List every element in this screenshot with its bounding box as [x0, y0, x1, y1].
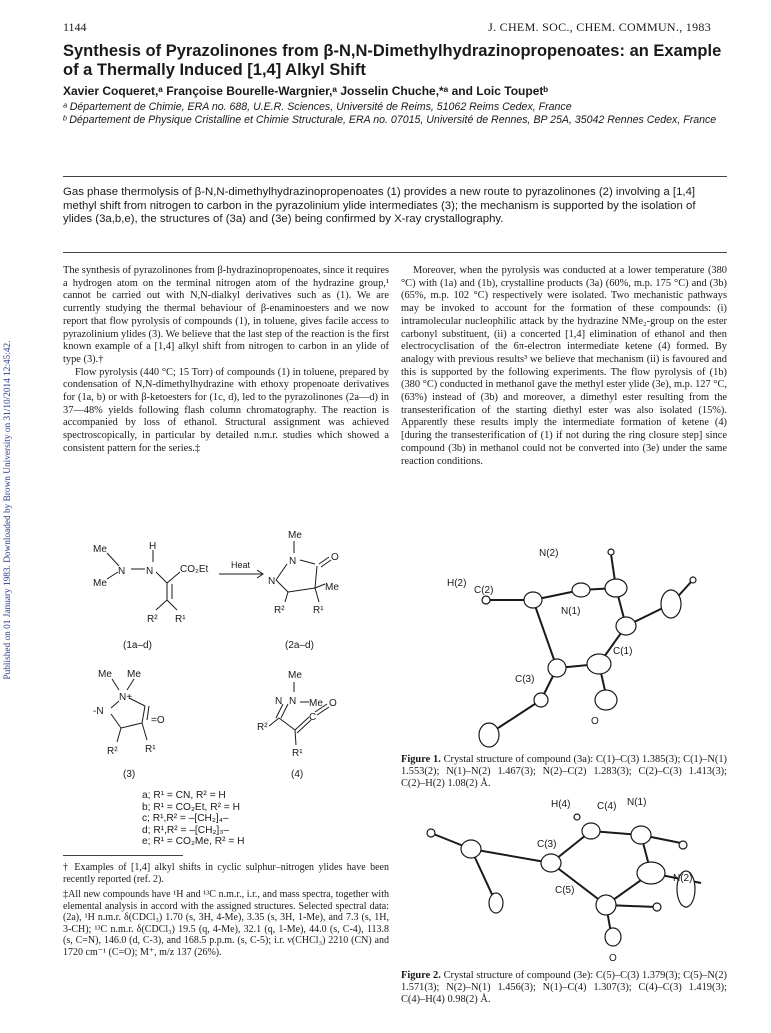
journal-header: J. CHEM. SOC., CHEM. COMMUN., 1983	[488, 20, 711, 34]
atom-label: N(2)	[673, 873, 693, 884]
atom-label: C(1)	[613, 646, 633, 657]
authors: Xavier Coqueret,ᵃ Françoise Bourelle-Wargnier,ᵃ Josselin Chuche,*ᵃ and Loic Toupetᵇ	[63, 84, 549, 98]
atom-me: Me	[288, 670, 302, 681]
affiliation-a: ᵃ Département de Chimie, ERA no. 688, U.E.R. Sciences, Université de Reims, 51062 Reims Cedex, France	[63, 101, 572, 113]
figure-1-crystal-structure	[401, 530, 727, 752]
substituent-b: b; R¹ = CO₂Et, R² = H	[142, 801, 240, 813]
atom-r1: R¹	[145, 744, 156, 755]
substituent-c: c; R¹,R² = –[CH₂]₄–	[142, 813, 229, 825]
atom-label: O	[609, 953, 617, 964]
figure-1-caption	[401, 754, 727, 790]
article-title: Synthesis of Pyrazolinones from β-N,N-Dimethylhydrazinopropenoates: an Example of a Thermally Induced [1,4] Alkyl Shift	[63, 42, 722, 79]
atom-n: N	[289, 696, 297, 707]
paragraph-pyrolysis: Flow pyrolysis (440 °C; 15 Torr) of compounds (1) in toluene, prepared by condensation of N,N-dimethylhydrazine with ethoxy propenoate derivatives for (1a, b) or with β-ketoesters for (1c, d), led to the pyrazolinones (2a—d) in 37—48% yields following flash column chromatography. The reaction is accompanied by loss of ethanol. Structural assignment was achieved spectroscopically, in particular by detailed n.m.r. studies which showed a consistent pattern for the series.‡	[63, 366, 389, 454]
left-column	[63, 265, 389, 456]
right-column	[401, 265, 727, 468]
atom-n: N	[275, 696, 283, 707]
atom-label: N(1)	[561, 606, 581, 617]
figure-1-caption-text: Crystal structure of compound (3a): C(1)–C(3) 1.385(3); C(1)–N(1) 1.553(2); N(1)–N(2) 1.467(3); N(2)–C(2) 1.283(3); C(2)–C(3) 1.413(3); C(2)–H(2) 1.08(2) Å.	[401, 754, 728, 789]
paragraph-mechanism: Moreover, when the pyrolysis was conducted at a lower temperature (380 °C) with (1a) and (1b), crystalline products (3a) (60%, m.p. 175 °C) and (3b) (65%, m.p. 102 °C) respectively were isolated. Two mechanistic pathways may be invoked to account for the formation of these compounds: (i) intramolecular nucleophilic attack by the hydrazine NMe₂-group on the ester carbonyl substituent, (ii) a concerted [1,4] elimination of ethanol and then electrocyclisation of the 6π-electron intermediate ketene (4) formed. By analogy with previous results³ we believe that mechanism (ii) is favoured and this is supported by the following experiments. The flow pyrolysis of (1b) (380 °C) conducted in methanol gave the methyl ester ylide (3e), m.p. 127 °C, (63%) instead of (3b) and moreover, a dimethyl ester resulting from the transesterification of the starting diethyl ester was also isolated (15%). Apparently these results imply the intermediate formation of ketene (4) [during the transesterification of (1) if not during the ring closure step] since compound (3b) in methanol could not be converted into (3e) under the same reaction conditions.	[401, 265, 727, 467]
atom-r2: R²	[257, 722, 268, 733]
atom-label: H(4)	[551, 799, 571, 810]
atom-n-plus: N+	[119, 692, 133, 703]
atom-label: H(2)	[447, 578, 467, 589]
reaction-scheme	[63, 520, 389, 790]
atom-n: N	[268, 576, 276, 587]
atom-c: C	[309, 712, 317, 723]
paragraph-intro: The synthesis of pyrazolinones from β-hydrazinopropenoates, since it requires a hydrogen atom on the terminal nitrogen atom of the hydrazine group,¹ cannot be carried out with N,N-dialkyl derivatives such as (1). We are currently studying the thermal behaviour of β-enaminoesters and we now report that flow pyrolysis of compounds (1), in toluene, gives facile access to pyrazolinium ylides (3). We believe that the last step of the reaction is the first known example of a [1,4] alkyl shift from nitrogen to carbon in an ylide of type (3).†	[63, 265, 389, 365]
atom-label: C(3)	[515, 674, 535, 685]
figure-2-label: Figure 2.	[401, 970, 441, 981]
atom-o: O	[329, 698, 337, 709]
rule-top	[63, 176, 727, 177]
atom-n-minus: -N	[93, 706, 104, 717]
affiliation-b: ᵇ Département de Physique Cristalline et Chimie Structurale, ERA no. 07015, Université de Rennes, BP 25A, 35042 Rennes Cedex, France	[63, 114, 717, 126]
atom-r2: R²	[147, 614, 158, 625]
atom-r2: R²	[274, 605, 285, 616]
atom-me: Me	[93, 578, 107, 589]
substituent-d: d; R¹,R² = –[CH₂]₃–	[142, 824, 230, 836]
atom-me: Me	[93, 544, 107, 555]
atom-me: Me	[288, 530, 302, 541]
compound-label-4: (4)	[291, 769, 304, 780]
atom-r2: R²	[107, 746, 118, 757]
compound-label-3: (3)	[123, 769, 136, 780]
atom-r1: R¹	[313, 605, 324, 616]
atom-n: N	[118, 566, 126, 577]
figure-1-label: Figure 1.	[401, 754, 441, 765]
substituent-e: e; R¹ = CO₂Me, R² = H	[142, 836, 245, 848]
rule-bottom	[63, 252, 727, 253]
atom-r1: R¹	[292, 748, 303, 759]
figure-2-caption-text: Crystal structure of compound (3e): C(5)–C(3) 1.379(3); C(5)–N(2) 1.571(3); N(2)–N(1) 1.456(3); N(1)–C(4) 1.307(3); C(4)–C(3) 1.419(3); C(4)–H(4) 0.98(2) Å.	[401, 970, 728, 1005]
atom-label: C(3)	[537, 839, 557, 850]
footnotes	[63, 862, 389, 962]
atom-r1: R¹	[175, 614, 186, 625]
download-note: Published on 01 January 1983. Downloaded by Brown University on 31/10/2014 12:45:42.	[3, 340, 13, 680]
compound-label-2: (2a–d)	[285, 640, 314, 651]
atom-me: Me	[309, 698, 323, 709]
figure-2-crystal-structure	[401, 795, 727, 965]
atom-label: C(5)	[555, 885, 575, 896]
atom-label: C(4)	[597, 801, 617, 812]
page-number: 1144	[63, 20, 87, 34]
substituent-a: a; R¹ = CN, R² = H	[142, 790, 226, 801]
figure-2-caption	[401, 970, 727, 1006]
atom-label: O	[591, 716, 599, 727]
atom-co2et: CO₂Et	[180, 564, 209, 575]
atom-me: Me	[127, 669, 141, 680]
atom-label: N(2)	[539, 548, 559, 559]
compound-label-1: (1a–d)	[123, 640, 152, 651]
heat-label: Heat	[231, 560, 251, 570]
atom-me: Me	[325, 582, 339, 593]
footnote-double-dagger: ‡All new compounds have ¹H and ¹³C n.m.r., i.r., and mass spectra, together with elemental analysis in accord with the assigned structures. Selected spectral data: (2a), ¹H n.m.r. δ(CDCl₃) 1.70 (s, 3H, 4-Me), 3.35 (s, 3H, 1-Me), and 7.3 (s, 1H, 3-CH); ¹³C n.m.r. δ(CDCl₃) 19.5 (q, 4-Me), 32.1 (q, 1-Me), 44.0 (s, C-4), 113.8 (s, C=N), 146.0 (d, C-3), and 168.5 p.p.m. (s, C-5); i.r. ν(CHCl₃) 2210 (CN) and 1720 cm⁻¹ (C=O); M⁺, m/z 137 (26%).	[63, 889, 389, 958]
footnote-dagger: † Examples of [1,4] alkyl shifts in cyclic sulphur–nitrogen ylides have been recently reported (ref. 2).	[63, 862, 389, 885]
substituent-list	[142, 790, 244, 848]
atom-o: O	[331, 552, 339, 563]
atom-me: Me	[98, 669, 112, 680]
atom-h: H	[149, 541, 157, 552]
abstract: Gas phase thermolysis of β-N,N-dimethylhydrazinopropenoates (1) provides a new route to pyrazolinones (2) involving a [1,4] methyl shift from nitrogen to carbon in the pyrazolinium ylide intermediates (3); the mechanism is supported by the isolation of ylides (3a,b,e), the structures of (3a) and (3e) being confirmed by X-ray crystallography.	[63, 186, 696, 226]
atom-n: N	[289, 556, 297, 567]
atom-label: C(2)	[474, 585, 494, 596]
atom-eq-o: =O	[151, 715, 165, 726]
atom-label: N(1)	[627, 797, 647, 808]
footnote-rule	[63, 855, 183, 856]
atom-n: N	[146, 566, 154, 577]
